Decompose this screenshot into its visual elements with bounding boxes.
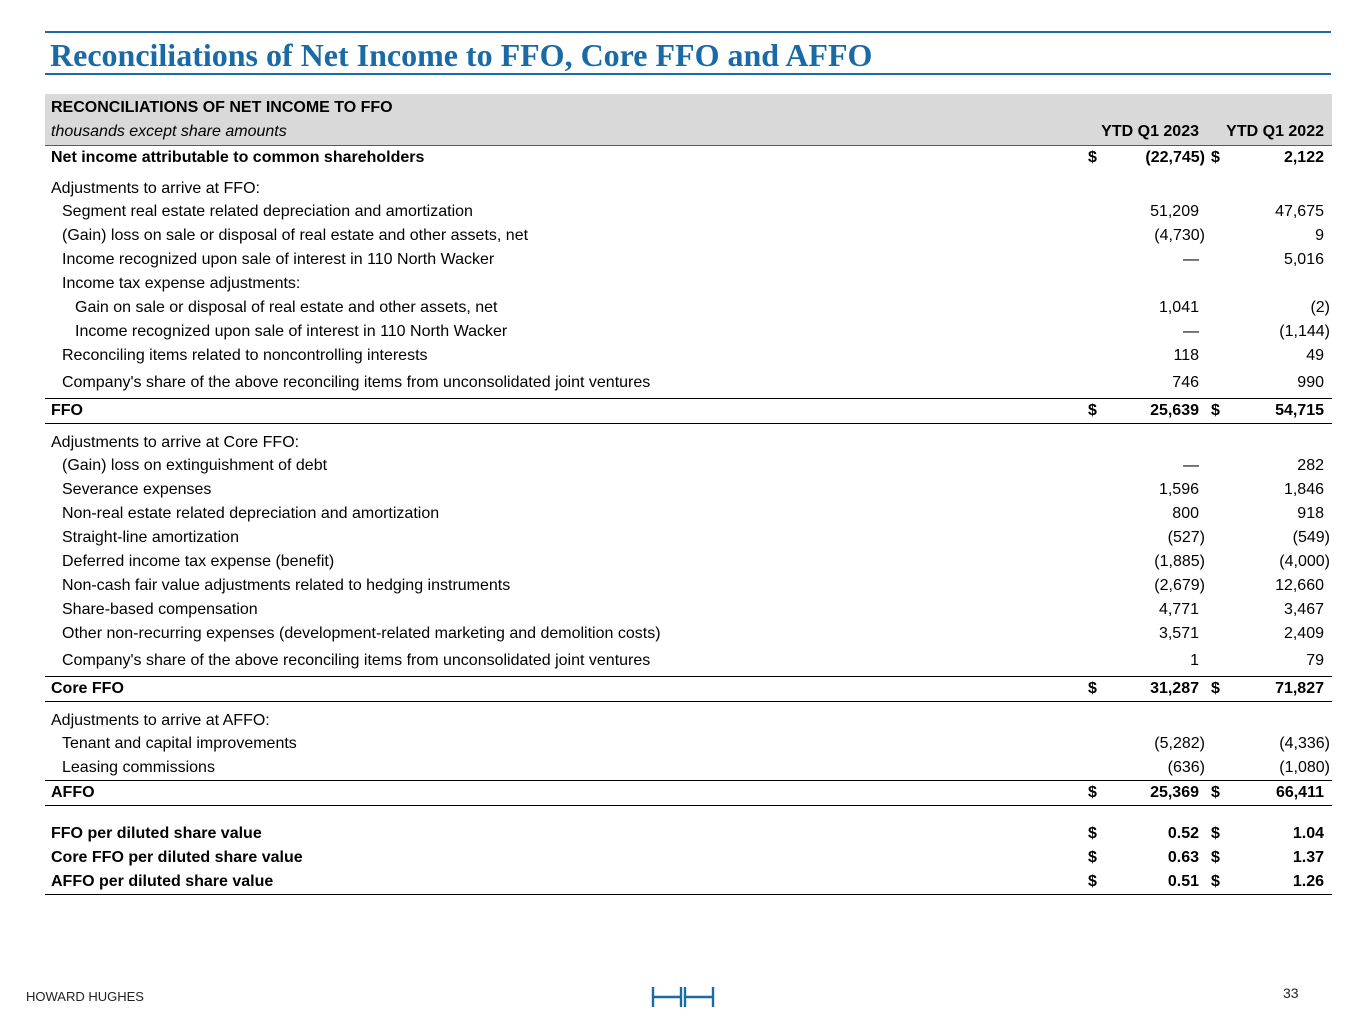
table-row-section-ffo — [45, 170, 1332, 200]
table-row — [45, 622, 1332, 646]
table-row — [45, 296, 1332, 320]
value-2022: 2,122 — [1283, 149, 1324, 166]
row-label: Core FFO — [51, 680, 124, 697]
spacer — [45, 806, 1332, 822]
value-2023: (2,679) — [1154, 577, 1205, 594]
dollar-sign: $ — [1211, 849, 1220, 866]
table-row-core-ffo-total — [45, 676, 1332, 702]
row-label: Company's share of the above reconciling items from unconsolidated joint ventures — [62, 374, 651, 391]
table-row — [45, 344, 1332, 368]
dollar-sign: $ — [1088, 784, 1097, 801]
value-2023: 1,041 — [1158, 299, 1199, 316]
value-2023: (5,282) — [1154, 735, 1205, 752]
value-2022: 12,660 — [1275, 577, 1324, 594]
value-2023: 25,369 — [1150, 784, 1199, 801]
row-label: Income tax expense adjustments: — [62, 275, 301, 292]
value-2022: (1,144) — [1279, 323, 1330, 340]
table-row-section-affo — [45, 702, 1332, 732]
row-label: AFFO — [51, 784, 95, 801]
value-2023: (4,730) — [1154, 227, 1205, 244]
table-row — [45, 224, 1332, 248]
value-2022: (1,080) — [1279, 759, 1330, 776]
dollar-sign: $ — [1211, 873, 1220, 890]
dollar-sign: $ — [1088, 873, 1097, 890]
table-subheading: thousands except share amounts — [51, 123, 287, 140]
row-label: Adjustments to arrive at Core FFO: — [51, 434, 300, 451]
row-label: Adjustments to arrive at AFFO: — [51, 712, 270, 729]
value-2023: — — [1183, 251, 1199, 268]
footer-company-name: HOWARD HUGHES — [26, 989, 144, 1004]
dollar-sign: $ — [1088, 849, 1097, 866]
value-2022: (4,000) — [1279, 553, 1330, 570]
value-2023: 800 — [1172, 505, 1199, 522]
table-row-section-core — [45, 424, 1332, 454]
table-row — [45, 478, 1332, 502]
table-heading: RECONCILIATIONS OF NET INCOME TO FFO — [51, 99, 393, 116]
table-row-ffo-total — [45, 398, 1332, 424]
value-2022: 47,675 — [1275, 203, 1324, 220]
row-label: Income recognized upon sale of interest in 110 North Wacker — [75, 323, 508, 340]
value-2023: 746 — [1172, 374, 1199, 391]
value-2022: 990 — [1297, 374, 1324, 391]
row-label: FFO — [51, 402, 83, 419]
value-2022: 1,846 — [1283, 481, 1324, 498]
value-2023: 0.52 — [1167, 825, 1199, 842]
value-2023: (527) — [1167, 529, 1205, 546]
value-2022: 9 — [1315, 227, 1324, 244]
table-row — [45, 200, 1332, 224]
hh-logo-icon — [651, 986, 715, 1008]
value-2023: 4,771 — [1158, 601, 1199, 618]
value-2022: 66,411 — [1275, 784, 1324, 801]
value-2023: 118 — [1173, 347, 1199, 364]
table-row-affo-per-share — [45, 870, 1332, 895]
table-row — [45, 454, 1332, 478]
column-header-2023: YTD Q1 2023 — [1101, 123, 1199, 140]
value-2023: (1,885) — [1154, 553, 1205, 570]
title-bar — [45, 31, 1331, 75]
value-2022: 2,409 — [1283, 625, 1324, 642]
value-2023: 3,571 — [1158, 625, 1199, 642]
page-title: Reconciliations of Net Income to FFO, Core FFO and AFFO — [50, 37, 873, 73]
value-2022: 282 — [1297, 457, 1324, 474]
dollar-sign: $ — [1211, 149, 1220, 166]
value-2022: (549) — [1292, 529, 1330, 546]
table-row — [45, 272, 1332, 296]
value-2022: 3,467 — [1283, 601, 1324, 618]
table-row-affo-total — [45, 780, 1332, 806]
page-number: 33 — [1283, 985, 1299, 1001]
value-2022: 1.04 — [1292, 825, 1324, 842]
row-label: FFO per diluted share value — [51, 825, 262, 842]
row-label: Core FFO per diluted share value — [51, 849, 303, 866]
dollar-sign: $ — [1088, 825, 1097, 842]
row-label: Severance expenses — [62, 481, 212, 498]
dollar-sign: $ — [1211, 825, 1220, 842]
table-row — [45, 526, 1332, 550]
value-2023: (636) — [1167, 759, 1205, 776]
value-2022: (4,336) — [1279, 735, 1330, 752]
row-label: Other non-recurring expenses (development-related marketing and demolition costs) — [62, 625, 661, 642]
table-row — [45, 248, 1332, 272]
row-label: Leasing commissions — [62, 759, 215, 776]
row-label: Segment real estate related depreciation and amortization — [62, 203, 473, 220]
value-2023: — — [1183, 323, 1199, 340]
table-row — [45, 646, 1332, 676]
row-label: Company's share of the above reconciling items from unconsolidated joint ventures — [62, 652, 651, 669]
dollar-sign: $ — [1211, 680, 1220, 697]
value-2022: 79 — [1306, 652, 1324, 669]
dollar-sign: $ — [1088, 149, 1097, 166]
row-label: Straight-line amortization — [62, 529, 239, 546]
value-2022: (2) — [1310, 299, 1330, 316]
dollar-sign: $ — [1088, 680, 1097, 697]
value-2022: 5,016 — [1283, 251, 1324, 268]
table-row — [45, 550, 1332, 574]
value-2022: 1.37 — [1292, 849, 1324, 866]
value-2023: 0.51 — [1167, 873, 1199, 890]
column-header-2022: YTD Q1 2022 — [1226, 123, 1324, 140]
table-row — [45, 502, 1332, 526]
table-row-ffo-per-share — [45, 822, 1332, 846]
row-label: Deferred income tax expense (benefit) — [62, 553, 335, 570]
reconciliation-table — [45, 94, 1332, 895]
row-label: AFFO per diluted share value — [51, 873, 274, 890]
value-2022: 71,827 — [1275, 680, 1324, 697]
row-label: Gain on sale or disposal of real estate and other assets, net — [75, 299, 498, 316]
row-label: Non-cash fair value adjustments related to hedging instruments — [62, 577, 511, 594]
row-label: Reconciling items related to noncontrolling interests — [62, 347, 428, 364]
table-row — [45, 320, 1332, 344]
table-row — [45, 732, 1332, 756]
value-2023: 25,639 — [1150, 402, 1199, 419]
value-2022: 49 — [1306, 347, 1324, 364]
row-label: (Gain) loss on sale or disposal of real estate and other assets, net — [62, 227, 529, 244]
table-row — [45, 368, 1332, 398]
value-2022: 54,715 — [1275, 402, 1324, 419]
value-2023: — — [1183, 457, 1199, 474]
value-2023: 1,596 — [1158, 481, 1199, 498]
row-label: Net income attributable to common shareholders — [51, 149, 425, 166]
table-row — [45, 574, 1332, 598]
table-row — [45, 756, 1332, 780]
table-header — [45, 94, 1332, 146]
value-2022: 918 — [1297, 505, 1324, 522]
row-label: Tenant and capital improvements — [62, 735, 297, 752]
row-label: (Gain) loss on extinguishment of debt — [62, 457, 328, 474]
value-2023: 31,287 — [1150, 680, 1199, 697]
row-label: Adjustments to arrive at FFO: — [51, 180, 260, 197]
table-row-core-ffo-per-share — [45, 846, 1332, 870]
dollar-sign: $ — [1211, 402, 1220, 419]
row-label: Income recognized upon sale of interest in 110 North Wacker — [62, 251, 495, 268]
row-label: Share-based compensation — [62, 601, 258, 618]
value-2023: 51,209 — [1150, 203, 1199, 220]
table-row — [45, 598, 1332, 622]
table-row-net-income — [45, 146, 1332, 170]
row-label: Non-real estate related depreciation and amortization — [62, 505, 440, 522]
dollar-sign: $ — [1088, 402, 1097, 419]
value-2023: 0.63 — [1167, 849, 1199, 866]
value-2023: 1 — [1190, 652, 1199, 669]
dollar-sign: $ — [1211, 784, 1220, 801]
value-2023: (22,745) — [1145, 149, 1205, 166]
value-2022: 1.26 — [1292, 873, 1324, 890]
